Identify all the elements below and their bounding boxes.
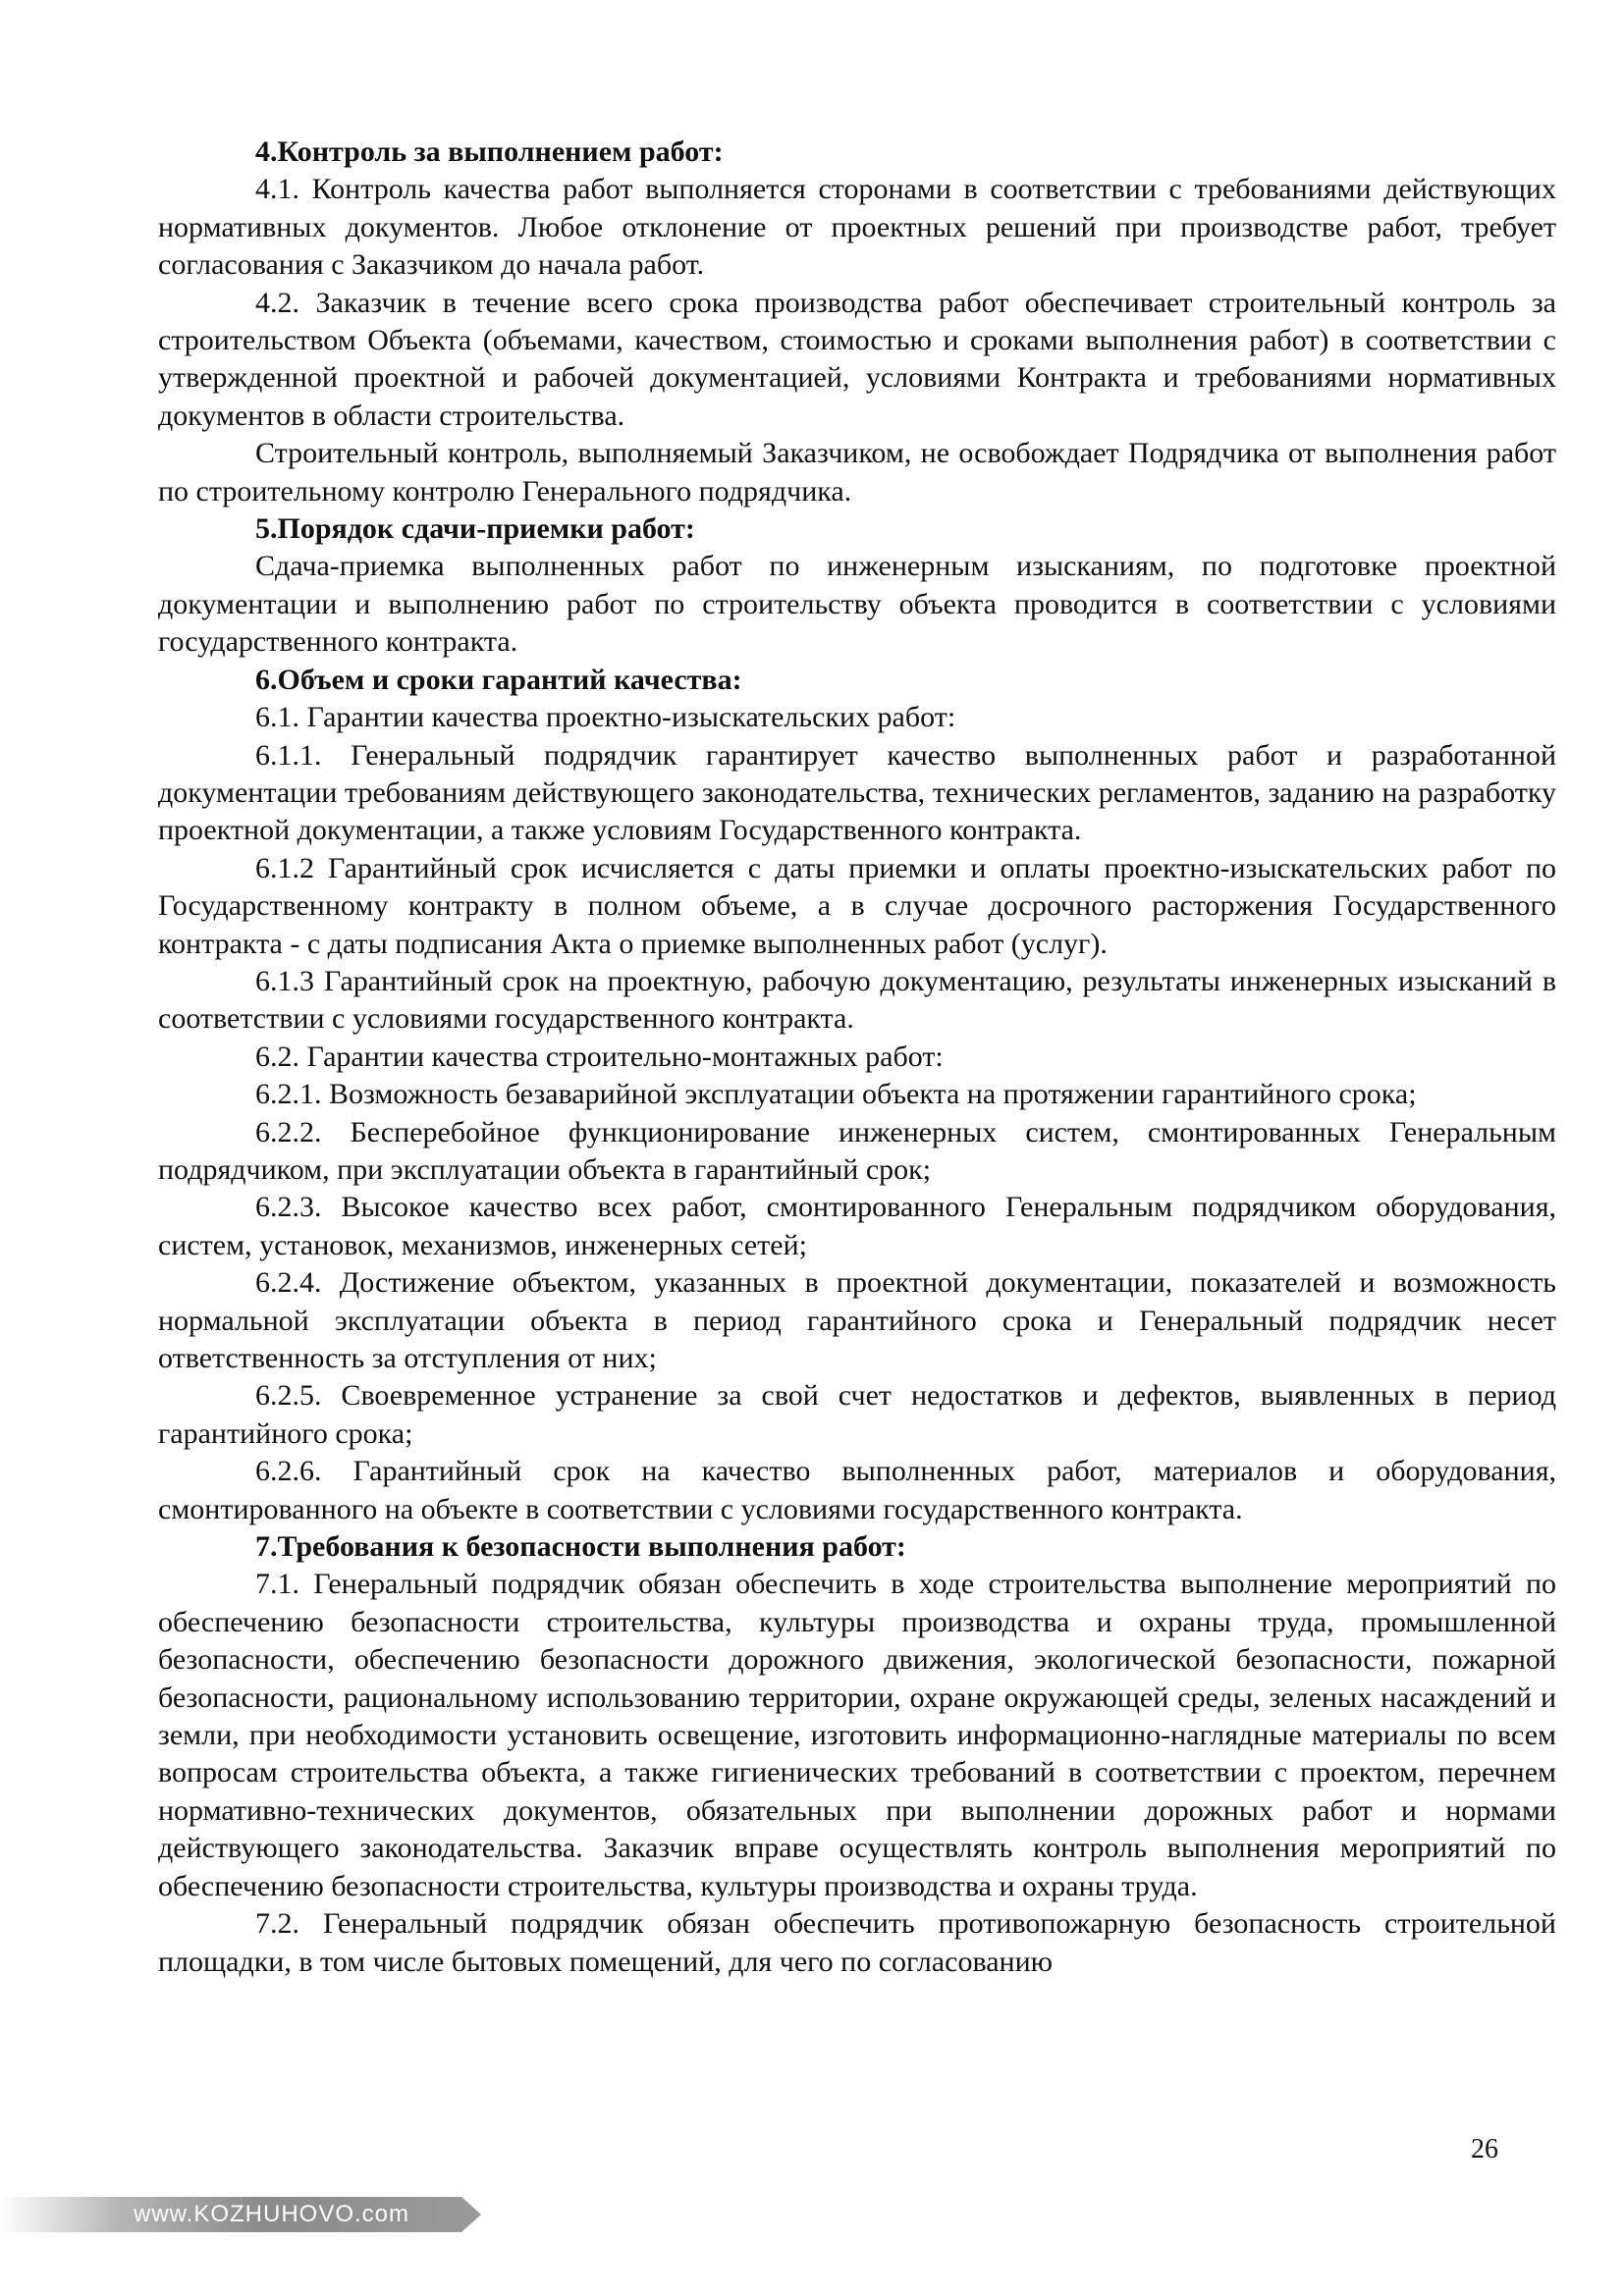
document-body (158, 133, 1556, 1981)
section-7-heading: 7.Требования к безопасности выполнения работ: (255, 1530, 906, 1564)
section-4-heading: 4.Контроль за выполнением работ: (255, 135, 724, 168)
paragraph-7-2: 7.2. Генеральный подрядчик обязан обеспечить противопожарную безопасность строительной площадки, в том числе бытовых помещений, для чего по согласованию (158, 1907, 1556, 1978)
page-number: 26 (1471, 2134, 1498, 2164)
section-5-heading: 5.Порядок сдачи-приемки работ: (255, 512, 695, 546)
paragraph-7-1: 7.1. Генеральный подрядчик обязан обеспечить в ходе строительства выполнение мероприятий по обеспечению безопасности строительства, культуры производства и охраны труда, промышленной безопасности, обеспечению безопасности дорожного движения, экологической безопасности, пожарной безопасности, рациональному использованию территории, охране окружающей среды, зеленых насаждений и земли, при необходимости установить освещение, изготовить информационно-наглядные материалы по всем вопросам строительства объекта, а также гигиенических требований в соответствии с проектом, перечнем нормативно-технических документов, обязательных при выполнении дорожных работ и нормами действующего законодательства. Заказчик вправе осуществлять контроль выполнения мероприятий по обеспечению безопасности строительства, культуры производства и охраны труда. (158, 1568, 1556, 1902)
paragraph-4-2: 4.2. Заказчик в течение всего срока производства работ обеспечивает строительный контроль за строительством Объекта (объемами, качеством, стоимостью и сроками выполнения работ) в соответствии с утвержденной проектной и рабочей документацией, условиями Контракта и требованиями нормативных документов в области строительства. (158, 286, 1556, 432)
footer-website-link[interactable]: www.KOZHUHOVO.com (134, 2201, 410, 2227)
paragraph-6-1-1: 6.1.1. Генеральный подрядчик гарантирует качество выполненных работ и разработанной документации требованиям действующего законодательства, технических регламентов, заданию на разработку проектной документации, а также условиям Государственного контракта. (158, 738, 1556, 847)
paragraph-6-2: 6.2. Гарантии качества строительно-монтажных работ: (255, 1040, 944, 1073)
paragraph-6-2-5: 6.2.5. Своевременное устранение за свой счет недостатков и дефектов, выявленных в период гарантийного срока; (158, 1379, 1556, 1450)
paragraph-6-2-6: 6.2.6. Гарантийный срок на качество выполненных работ, материалов и оборудования, смонтированного на объекте в соответствии с условиями государственного контракта. (158, 1455, 1556, 1525)
paragraph-6-1: 6.1. Гарантии качества проектно-изыскательских работ: (255, 701, 956, 734)
paragraph-6-2-4: 6.2.4. Достижение объектом, указанных в проектной документации, показателей и возможность нормальной эксплуатации объекта в период гарантийного срока и Генеральный подрядчик несет ответственность за отступления от них; (158, 1266, 1556, 1374)
paragraph-6-2-3: 6.2.3. Высокое качество всех работ, смонтированного Генеральным подрядчиком оборудования, систем, установок, механизмов, инженерных сетей; (158, 1191, 1556, 1261)
paragraph-6-2-1: 6.2.1. Возможность безаварийной эксплуатации объекта на протяжении гарантийного срока; (255, 1078, 1417, 1111)
paragraph-6-2-2: 6.2.2. Бесперебойное функционирование инженерных систем, смонтированных Генеральным подрядчиком, при эксплуатации объекта в гарантийный срок; (158, 1115, 1556, 1186)
paragraph-5-1: Сдача-приемка выполненных работ по инженерным изысканиям, по подготовке проектной документации и выполнению работ по строительству объекта проводится в соответствии с условиями государственного контракта. (158, 550, 1556, 659)
paragraph-4-3: Строительный контроль, выполняемый Заказчиком, не освобождает Подрядчика от выполнения работ по строительному контролю Генерального подрядчика. (158, 437, 1556, 507)
paragraph-6-1-3: 6.1.3 Гарантийный срок на проектную, рабочую документацию, результаты инженерных изысканий в соответствии с условиями государственного контракта. (158, 964, 1556, 1036)
paragraph-4-1: 4.1. Контроль качества работ выполняется сторонами в соответствии с требованиями действующих нормативных документов. Любое отклонение от проектных решений при производстве работ, требует согласования с Заказчиком до начала работ. (158, 173, 1556, 282)
paragraph-6-1-2: 6.1.2 Гарантийный срок исчисляется с даты приемки и оплаты проектно-изыскательских работ по Государственному контракту в полном объеме, а в случае досрочного расторжения Государственного контракта - с даты подписания Акта о приемке выполненных работ (услуг). (158, 851, 1556, 960)
section-6-heading: 6.Объем и сроки гарантий качества: (255, 663, 742, 696)
